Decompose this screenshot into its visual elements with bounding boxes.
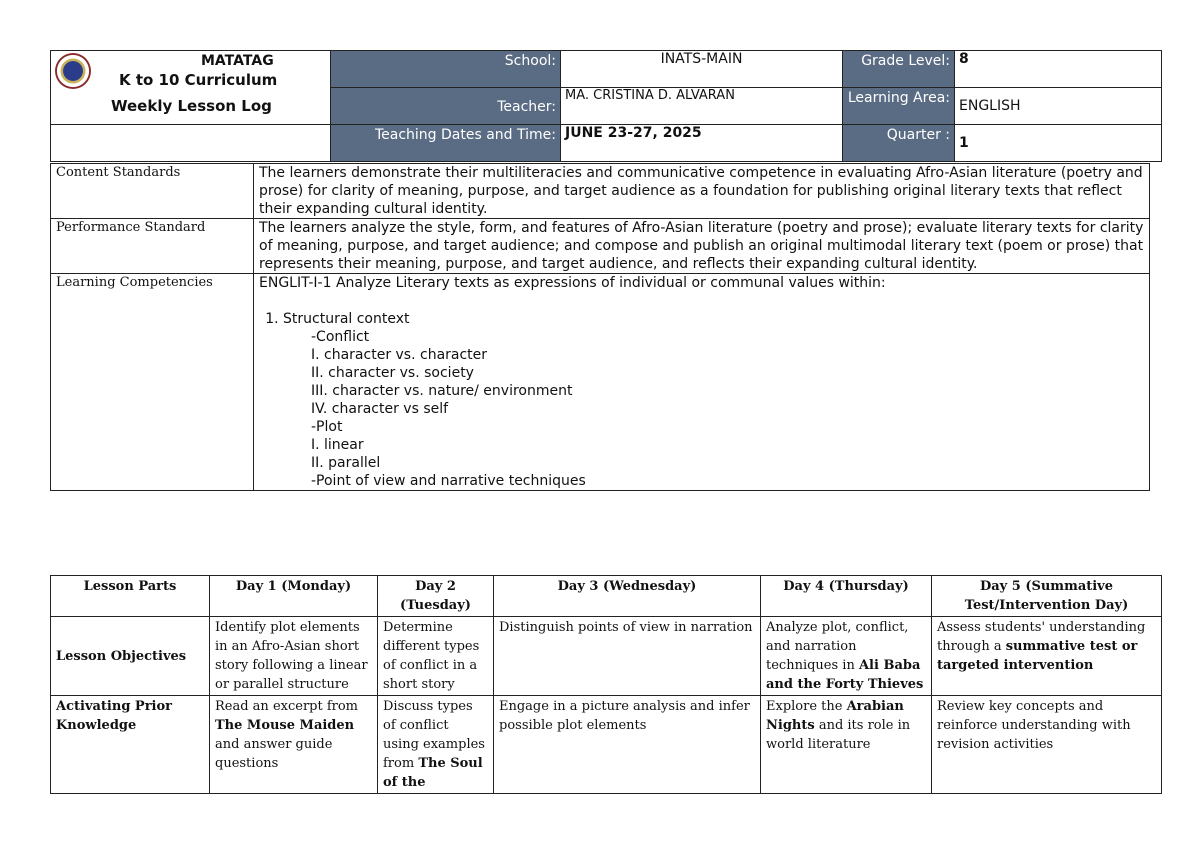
standards-table	[50, 163, 1150, 491]
competencies-intro: ENGLIT-I-1 Analyze Literary texts as expressions of individual or communal values within:	[259, 275, 886, 291]
content-standards-label: Content Standards	[51, 164, 254, 219]
teacher-value: MA. CRISTINA D. ALVARAN	[561, 88, 843, 125]
col-day2: Day 2 (Tuesday)	[378, 576, 494, 617]
area-value: ENGLISH	[955, 88, 1162, 125]
title-line-2: K to 10 Curriculum	[119, 71, 278, 89]
teacher-label: Teacher:	[331, 88, 561, 125]
area-label: Learning Area:	[843, 88, 955, 125]
sub-item: I. character vs. character	[311, 347, 488, 363]
prior-day4: Explore the Arabian Nights and its role in world literature	[761, 696, 932, 794]
performance-standard-label: Performance Standard	[51, 219, 254, 274]
sub-item: IV. character vs self	[311, 401, 449, 417]
dates-value: JUNE 23-27, 2025	[561, 125, 843, 162]
prior-day2: Discuss types of conflict using examples from The Soul of the	[378, 696, 494, 794]
header-table	[50, 50, 1162, 162]
objectives-label: Lesson Objectives	[51, 617, 210, 696]
obj-day4: Analyze plot, conflict, and narration techniques in Ali Baba and the Forty Thieves	[761, 617, 932, 696]
quarter-value: 1	[955, 125, 1162, 162]
title-line-3: Weekly Lesson Log	[111, 97, 272, 115]
sub-item: III. character vs. nature/ environment	[311, 383, 573, 399]
obj-day5: Assess students' understanding through a summative test or targeted intervention	[932, 617, 1162, 696]
school-label: School:	[331, 51, 561, 88]
school-value: INATS-MAIN	[561, 51, 843, 88]
col-day5: Day 5 (Summative Test/Intervention Day)	[932, 576, 1162, 617]
table-row	[51, 617, 1162, 696]
sub-item: -Conflict	[311, 329, 370, 345]
blank-cell	[51, 125, 331, 162]
competencies-sublist	[259, 328, 1144, 490]
learning-competencies-cell	[254, 274, 1150, 491]
obj-day2: Determine different types of conflict in a short story	[378, 617, 494, 696]
prior-day3: Engage in a picture analysis and infer possible plot elements	[494, 696, 761, 794]
sub-item: -Point of view and narrative techniques	[311, 473, 586, 489]
obj-day3: Distinguish points of view in narration	[494, 617, 761, 696]
performance-standard-text: The learners analyze the style, form, and features of Afro-Asian literature (poetry and prose); evaluate literary texts for clarity of meaning, purpose, and target audience; and compose and publish an original multimodal literary text (poem or prose) that represents their meaning, purpose, and target audience, and reflects their expanding cultural identity.	[254, 219, 1150, 274]
grade-value: 8	[955, 51, 1162, 88]
title-line-1: MATATAG	[201, 53, 274, 69]
quarter-label: Quarter :	[843, 125, 955, 162]
col-day3: Day 3 (Wednesday)	[494, 576, 761, 617]
sub-item: -Plot	[311, 419, 343, 435]
prior-day1: Read an excerpt from The Mouse Maiden and answer guide questions	[210, 696, 378, 794]
competencies-list	[259, 310, 1144, 328]
dates-label: Teaching Dates and Time:	[331, 125, 561, 162]
sub-item: II. character vs. society	[311, 365, 474, 381]
table-row	[51, 696, 1162, 794]
competencies-item: 1. Structural context	[283, 310, 1144, 328]
lesson-table	[50, 575, 1162, 794]
prior-knowledge-label: Activating Prior Knowledge	[51, 696, 210, 794]
prior-day5: Review key concepts and reinforce understanding with revision activities	[932, 696, 1162, 794]
sub-item: I. linear	[311, 437, 364, 453]
col-lesson-parts: Lesson Parts	[51, 576, 210, 617]
lesson-header-row	[51, 576, 1162, 617]
deped-seal-icon	[55, 53, 91, 89]
learning-competencies-label: Learning Competencies	[51, 274, 254, 491]
sub-item: II. parallel	[311, 455, 381, 471]
col-day4: Day 4 (Thursday)	[761, 576, 932, 617]
grade-label: Grade Level:	[843, 51, 955, 88]
content-standards-text: The learners demonstrate their multiliteracies and communicative competence in evaluating Afro-Asian literature (poetry and prose) for clarity of meaning, purpose, and target audience as a foundation for publishing original literary texts that reflect their expanding cultural identity.	[254, 164, 1150, 219]
obj-day1: Identify plot elements in an Afro-Asian short story following a linear or parallel structure	[210, 617, 378, 696]
title-block	[51, 51, 331, 125]
col-day1: Day 1 (Monday)	[210, 576, 378, 617]
